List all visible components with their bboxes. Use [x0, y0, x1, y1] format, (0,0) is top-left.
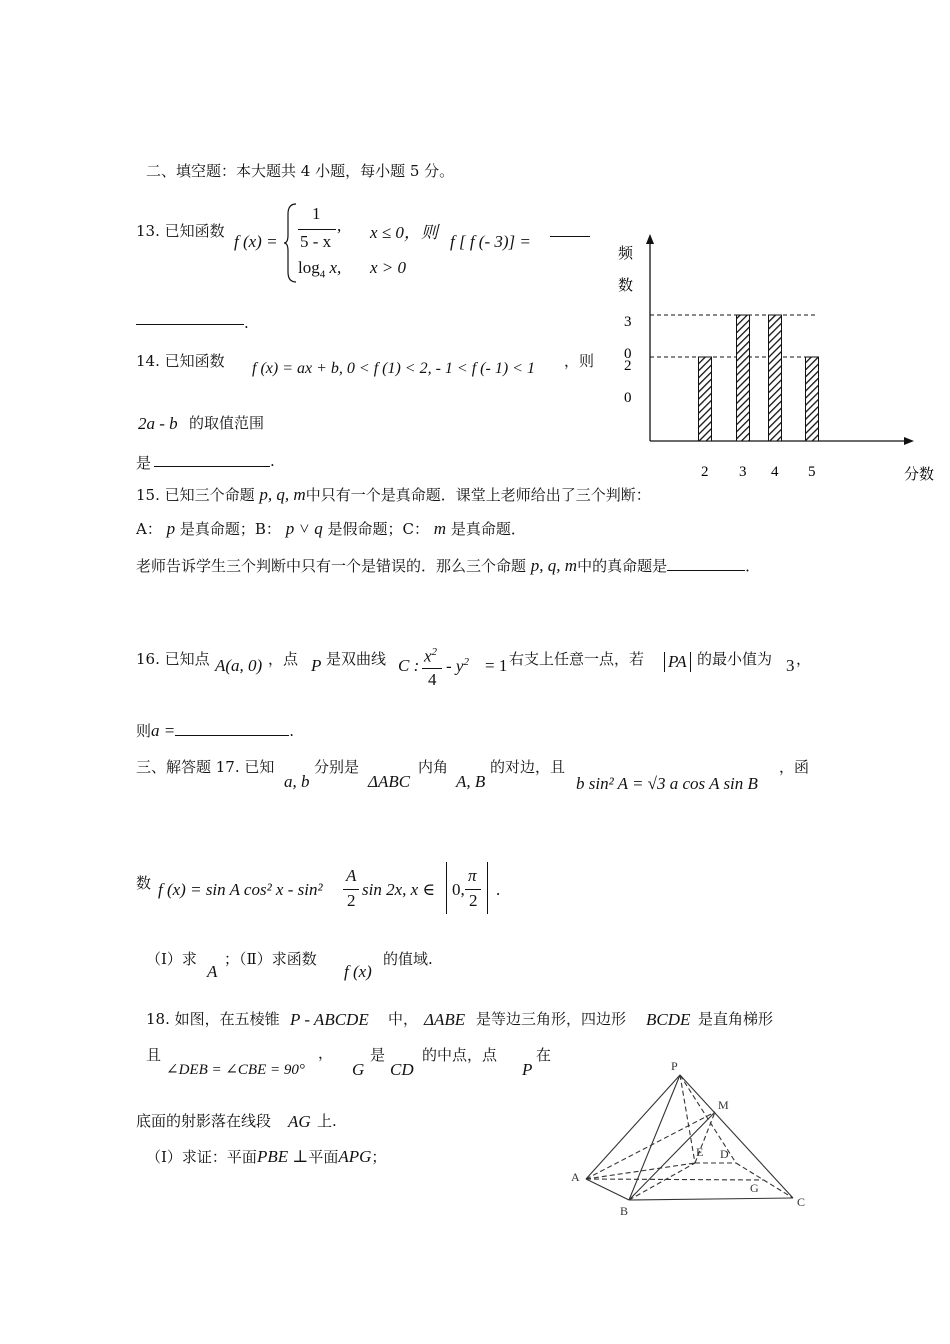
q16-text-b: ，点	[268, 650, 299, 668]
edge-dc	[736, 1163, 793, 1198]
q18-P: P	[522, 1060, 533, 1079]
q18-AG: AG	[288, 1112, 311, 1131]
q13-fx: f (x) =	[234, 232, 278, 251]
q18-text-b: 中，	[388, 1010, 419, 1028]
q13-cond1: x ≤ 0，则	[370, 223, 438, 242]
q17-pi-bar	[465, 889, 481, 890]
q16-fraction-bar	[422, 668, 442, 669]
label-D: D	[720, 1147, 729, 1161]
edge-be	[629, 1163, 695, 1200]
q18-pyramid: P - ABCDE	[290, 1010, 369, 1029]
q17-pi: π	[468, 866, 477, 885]
q17-dot: .	[496, 880, 501, 899]
q15-line-2: A： p 是真命题；B： p ˅ q 是假命题；C： m 是真命题．	[136, 519, 526, 538]
q15-answer-blank	[667, 556, 745, 571]
q17-frac-bar	[343, 889, 359, 890]
label-M: M	[718, 1098, 729, 1112]
edge-ag	[586, 1179, 764, 1180]
q17-frac-2: 2	[347, 891, 356, 910]
q18-text-e: 且	[146, 1046, 162, 1064]
frequency-bar-chart	[600, 228, 935, 498]
q13-log: $\log_4 x$,	[298, 258, 342, 281]
q18-CD: CD	[390, 1060, 414, 1079]
q17-triangle: ΔABC	[368, 772, 411, 791]
q13-answer-blank-2	[136, 324, 244, 325]
q18-G: G	[352, 1060, 365, 1079]
y-axis-label-2: 数	[618, 278, 634, 294]
label-C: C	[797, 1195, 806, 1209]
q14-expr2: 2a - b	[138, 414, 178, 433]
q17-fn-expr: f (x) = sin A cos² x - sin²	[158, 880, 323, 899]
q16-point-p: P	[311, 656, 322, 675]
q17-ab: a, b	[284, 772, 310, 791]
bar-3	[737, 315, 750, 441]
q17-AB: A, B	[456, 772, 486, 791]
q15-line-3: 老师告诉学生三个判断中只有一个是错误的．那么三个命题 p, q, m中的真命题是 ．	[136, 556, 761, 575]
label-E: E	[696, 1145, 704, 1159]
label-G: G	[750, 1181, 759, 1195]
q14-then: ，则	[564, 352, 595, 370]
q14-range-text: 的取值范围	[189, 414, 265, 432]
q13-answer-blank-1	[550, 236, 590, 237]
q17-A: A	[207, 962, 218, 981]
q16-text-d: 右支上任意一点，若	[509, 650, 645, 668]
section-3-heading: 三、解答题 17. 已知	[136, 758, 275, 776]
q14-shi: 是	[136, 454, 152, 472]
q16-answer-blank	[175, 721, 289, 736]
q17-fx: f (x)	[344, 962, 372, 981]
q16-comma: ，	[796, 650, 812, 668]
label-A: A	[571, 1170, 580, 1184]
q17-condition: b sin² A = √3 a cos A sin B	[576, 774, 758, 793]
q16-pa: PA	[664, 652, 691, 672]
q13-brace	[284, 202, 298, 284]
x-axis-arrow	[904, 437, 914, 445]
q17-part2: ；（Ⅱ）求函数	[224, 950, 317, 968]
q18-text-i: 在	[536, 1046, 552, 1064]
q14-answer-blank	[154, 466, 270, 467]
y-tick-label-0: 3	[624, 314, 632, 330]
q17-pi-2: 2	[469, 891, 478, 910]
q16-line-2: 则a = .	[136, 721, 295, 740]
x-tick-label-5: 5	[808, 464, 816, 480]
q18-text-k: 上.	[317, 1112, 337, 1130]
q14-expr: f (x) = ax + b, 0 < f (1) < 2, - 1 < f (- 1) < 1	[252, 360, 535, 377]
q13-comma: ,	[337, 216, 342, 235]
q16-denominator: 4	[428, 670, 437, 689]
q17-part1: （Ⅰ）求	[146, 950, 197, 968]
edge-pb	[629, 1075, 680, 1200]
q18-text-j: 底面的射影落在线段	[136, 1112, 272, 1130]
q18-text-c: 是等边三角形，四边形	[476, 1010, 627, 1028]
x-tick-label-4: 4	[771, 464, 779, 480]
q18-triangle: ΔABE	[424, 1010, 466, 1029]
q13-cond2: x > 0	[370, 258, 407, 277]
section-2-heading: 二、填空题：本大题共 4 小题，每小题 5 分。	[146, 162, 455, 180]
q18-text-d: 是直角梯形	[698, 1010, 774, 1028]
q16-text-c: 是双曲线	[326, 650, 387, 668]
y-tick-label-2: 2	[624, 358, 632, 374]
q13-numerator: 1	[312, 204, 321, 223]
q18-text-h: 的中点，点	[422, 1046, 498, 1064]
edge-pa	[586, 1075, 680, 1179]
edge-bc	[629, 1198, 793, 1200]
q13-denominator: 5 - x	[300, 232, 332, 251]
q13-prefix: 13. 已知函数	[136, 222, 225, 240]
y-axis-label-1: 频	[618, 246, 634, 262]
q16-three: 3	[786, 656, 795, 675]
pyramid-figure	[560, 1055, 820, 1225]
bar-5	[806, 357, 819, 441]
q17-fn-expr-2: sin 2x, x ∈	[362, 880, 436, 899]
q17-text-e: ，函	[779, 758, 810, 776]
x-tick-label-3: 3	[739, 464, 747, 480]
y-tick-label-3: 0	[624, 390, 632, 406]
q16-eq: = 1	[485, 656, 508, 675]
y-axis-arrow	[646, 234, 654, 244]
q18-text-g: 是	[370, 1046, 386, 1064]
q16-x-numerator: $x^2$	[424, 646, 438, 666]
q18-prefix: 18. 如图，在五棱锥	[146, 1010, 280, 1028]
q13-ask: f [ f (- 3)] =	[450, 232, 531, 251]
label-P: P	[671, 1059, 678, 1073]
q17-frac-A: A	[346, 866, 357, 885]
q18-angle: ∠DEB = ∠CBE = 90°	[166, 1062, 305, 1078]
q16-y2: - $y^2$	[446, 656, 469, 676]
q17-text-c: 内角	[418, 758, 449, 776]
x-axis-label: 分数	[904, 467, 935, 483]
q18-quad: BCDE	[646, 1010, 691, 1029]
q16-point-a: A(a, 0)	[215, 656, 263, 675]
q16-c: C :	[398, 656, 420, 675]
q17-fn-label: 数	[136, 874, 152, 892]
q17-text-d: 的对边，且	[490, 758, 566, 776]
q14-end: .	[270, 452, 275, 470]
q16-text-e: 的最小值为	[697, 650, 773, 668]
q18-part1: （Ⅰ）求证：平面PBE ⊥平面APG；	[146, 1147, 387, 1166]
label-B: B	[620, 1204, 629, 1218]
bar-2	[699, 357, 712, 441]
q17-interval-0: 0,	[452, 880, 465, 899]
q16-prefix: 16. 已知点	[136, 650, 210, 668]
q13-fraction-bar	[298, 229, 336, 230]
q17-text-b: 分别是	[314, 758, 360, 776]
q15-line-1: 15. 已知三个命题 p, q, m中只有一个是真命题．课堂上老师给出了三个判断：	[136, 485, 651, 504]
edge-ab	[586, 1179, 629, 1200]
q17-part3: 的值域.	[383, 950, 433, 968]
y-tick-label-1: 0	[624, 346, 632, 362]
x-tick-label-2: 2	[701, 464, 709, 480]
q14-prefix: 14. 已知函数	[136, 352, 225, 370]
edge-pc	[680, 1075, 793, 1198]
q13-end: .	[244, 314, 249, 332]
q18-text-f: ，	[318, 1044, 334, 1062]
bar-4	[769, 315, 782, 441]
